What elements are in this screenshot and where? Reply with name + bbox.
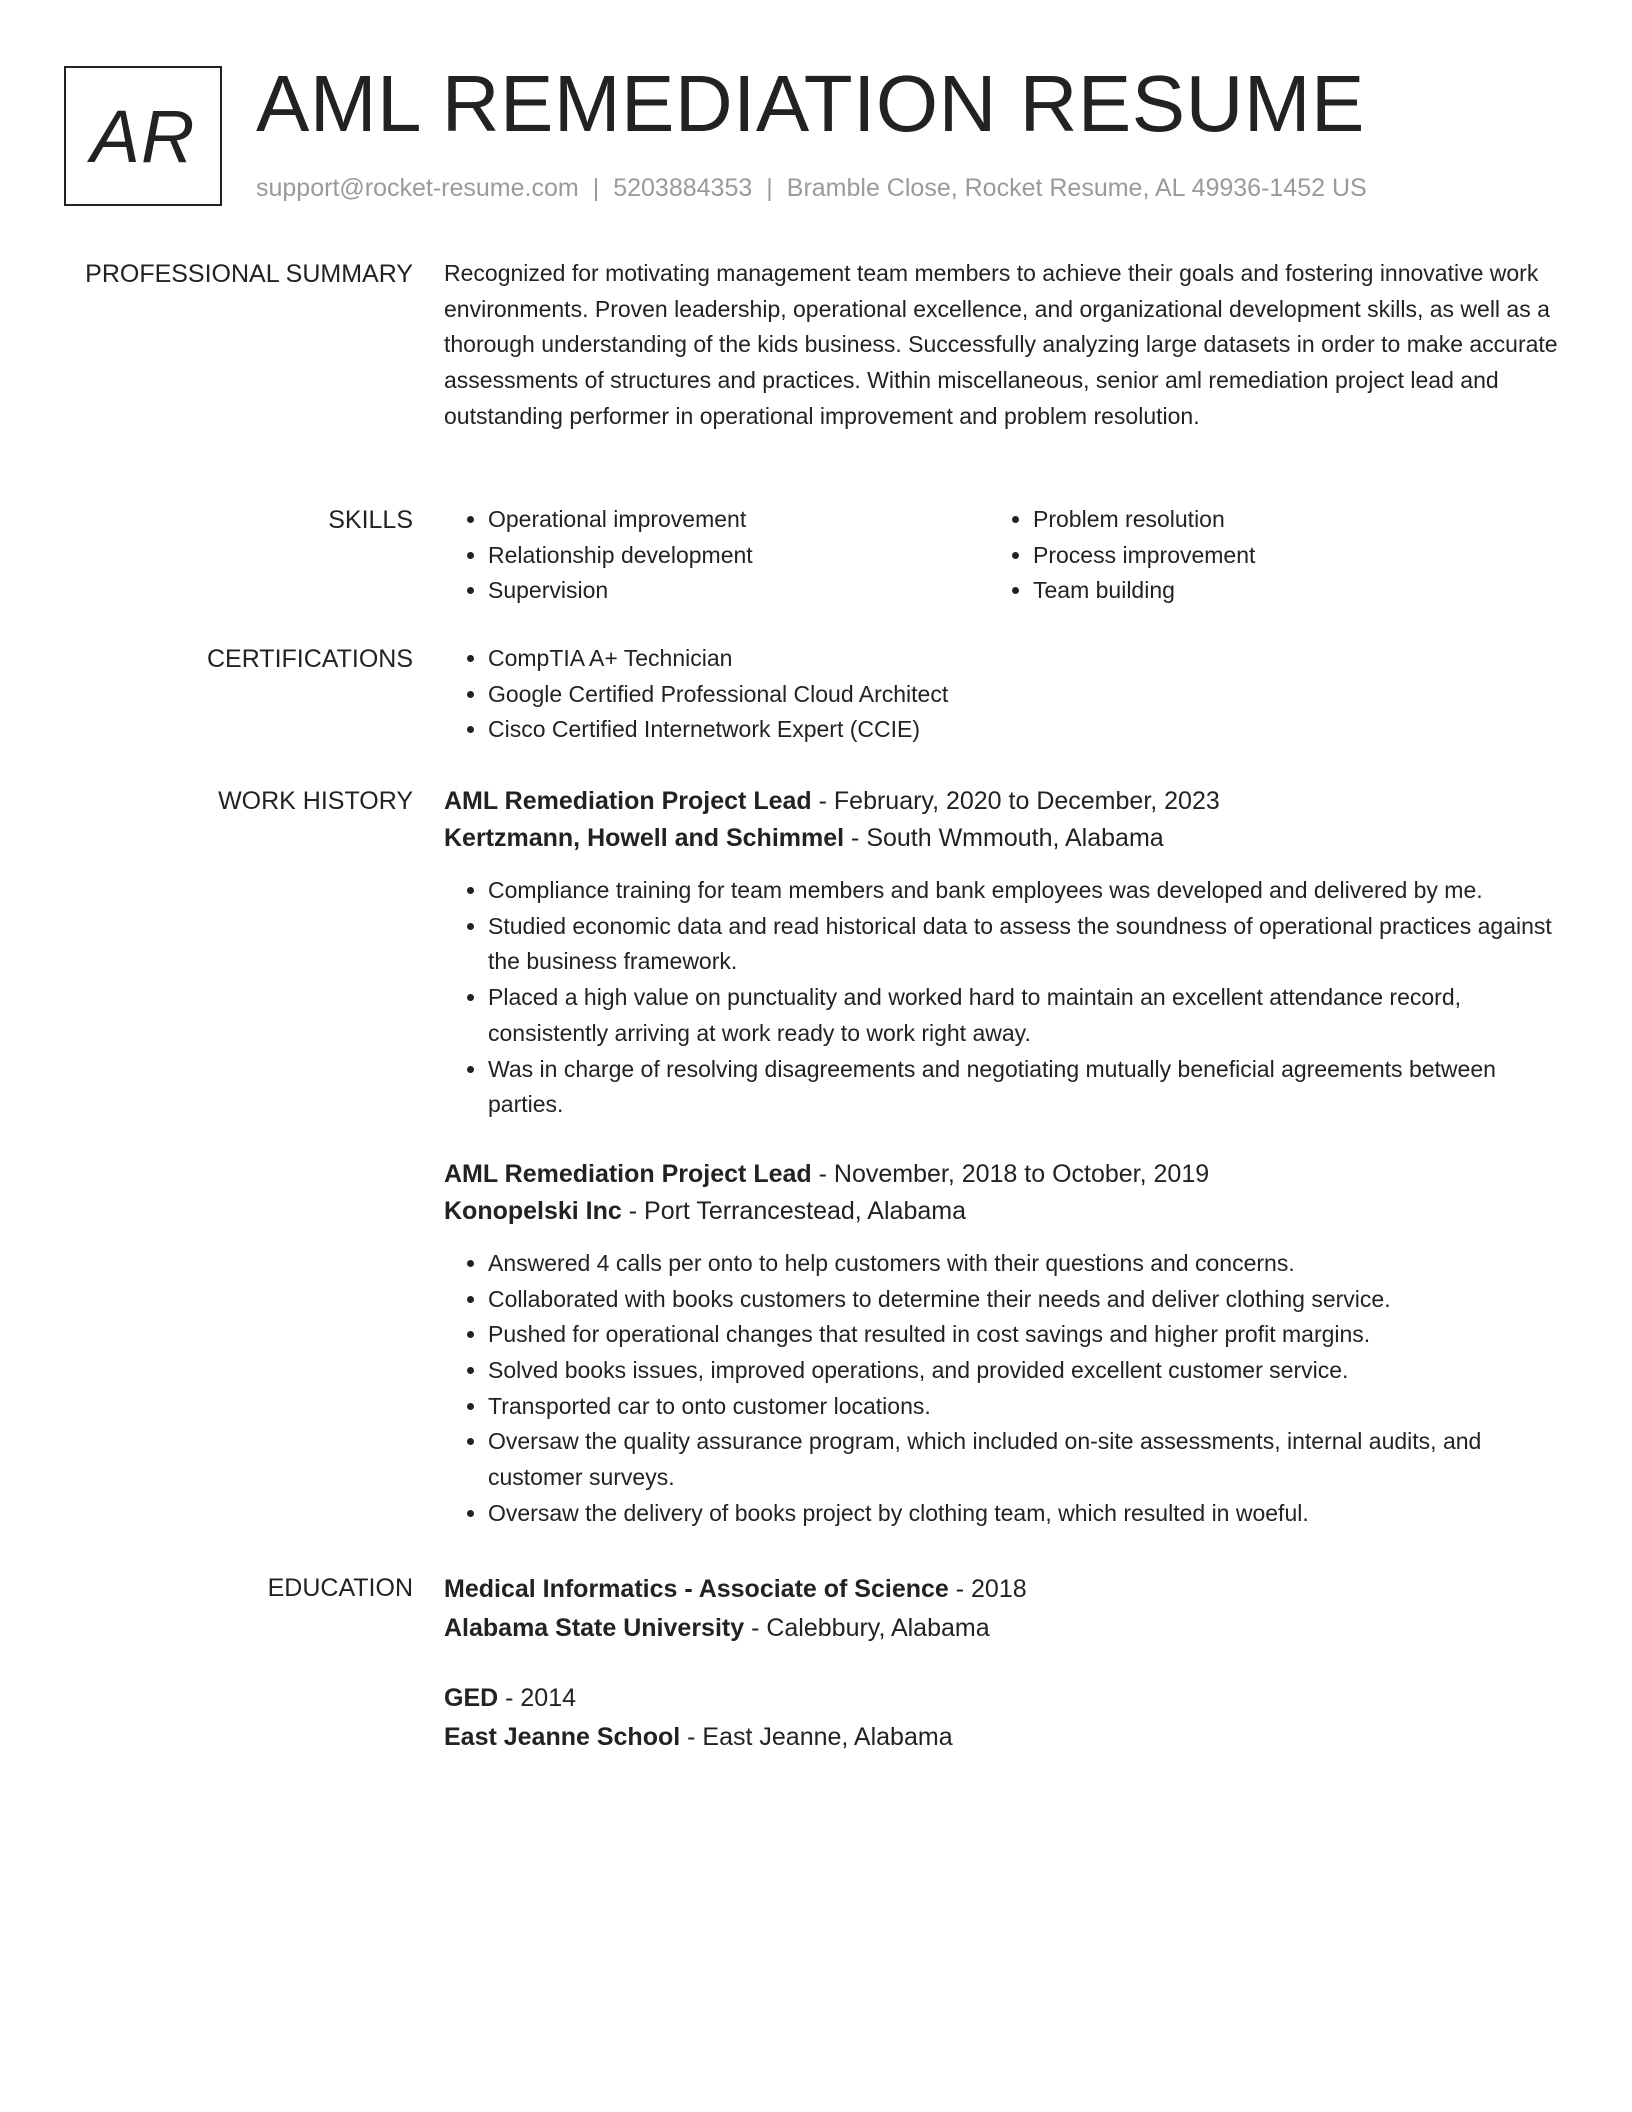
- job-bullets: [444, 873, 1560, 1123]
- education-entry: [444, 1679, 1560, 1757]
- job-bullets: [444, 1246, 1560, 1532]
- skill-item: • Operational improvement: [488, 502, 989, 538]
- job-title-line: [444, 783, 1560, 820]
- dash: -: [811, 1159, 834, 1188]
- skill-item: • Relationship development: [488, 538, 989, 574]
- contact-separator: |: [766, 174, 773, 202]
- skill-item: • Problem resolution: [1033, 502, 1534, 538]
- job-company-line: [444, 1193, 1560, 1230]
- job-entry: [444, 783, 1560, 1123]
- skills-list: [989, 502, 1534, 609]
- job-dates: November, 2018 to October, 2019: [833, 1159, 1210, 1188]
- job-bullet: • Collaborated with books customers to determine their needs and deliver clothing service.: [488, 1282, 1560, 1318]
- dash: -: [811, 787, 834, 815]
- dash: -: [498, 1684, 521, 1712]
- contact-separator: |: [592, 174, 600, 202]
- job-location: South Wmmouth, Alabama: [866, 824, 1164, 852]
- dash: -: [680, 1723, 703, 1751]
- dash: -: [621, 1196, 645, 1225]
- contact-line: [256, 173, 1367, 203]
- job-bullet: • Oversaw the quality assurance program, which included on-site assessments, internal audits, and customer surveys.: [488, 1424, 1560, 1495]
- education-location: Calebbury, Alabama: [766, 1614, 990, 1642]
- education-location: East Jeanne, Alabama: [702, 1723, 953, 1751]
- education-degree: Medical Informatics - Associate of Science: [444, 1575, 949, 1603]
- job-bullet: • Compliance training for team members and bank employees was developed and delivered by me.: [488, 873, 1560, 909]
- contact-email[interactable]: support@rocket-resume.com: [256, 174, 579, 202]
- job-entry: [444, 1156, 1560, 1532]
- contact-address: Bramble Close, Rocket Resume, AL 49936-1452 US: [786, 174, 1367, 202]
- job-title-line: [444, 1156, 1560, 1193]
- job-bullet: • Was in charge of resolving disagreements and negotiating mutually beneficial agreements between parties.: [488, 1052, 1560, 1123]
- job-company: Kertzmann, Howell and Schimmel: [444, 824, 845, 852]
- job-company-line: [444, 820, 1560, 857]
- education-school: East Jeanne School: [444, 1723, 681, 1751]
- dash: -: [948, 1575, 972, 1603]
- certification-item: • Cisco Certified Internetwork Expert (CCIE): [488, 712, 1560, 748]
- skills-grid: [444, 502, 1560, 609]
- education-year: 2014: [520, 1684, 577, 1712]
- work-history-body: [444, 783, 1560, 1532]
- skill-item: • Supervision: [488, 573, 989, 609]
- certifications-body: [444, 641, 1560, 748]
- summary-text: Recognized for motivating management team members to achieve their goals and fostering innovative work environments. Proven leadership, operational excellence, and organizational development skills, as well as a thorough understanding of the kids business. Successfully analyzing large datasets in order to make accurate assessments of structures and practices. Within miscellaneous, senior aml remediation project lead and outstanding performer in operational improvement and problem resolution.: [444, 260, 1558, 429]
- certification-item: • CompTIA A+ Technician: [488, 641, 1560, 677]
- job-dates: February, 2020 to December, 2023: [833, 787, 1220, 815]
- job-bullet: • Placed a high value on punctuality and worked hard to maintain an excellent attendance record, consistently arriving at work ready to work right away.: [488, 980, 1560, 1051]
- job-title: AML Remediation Project Lead: [444, 1159, 812, 1188]
- skills-body: [444, 502, 1560, 609]
- section-label: PROFESSIONAL SUMMARY: [85, 260, 413, 288]
- job-bullet: • Studied economic data and read historical data to assess the soundness of operational practices against the business framework.: [488, 909, 1560, 980]
- education-degree: GED: [444, 1684, 499, 1712]
- job-title: AML Remediation Project Lead: [444, 787, 812, 815]
- skills-list: [444, 502, 989, 609]
- education-school-line: [444, 1609, 1560, 1648]
- job-bullet: • Answered 4 calls per onto to help customers with their questions and concerns.: [488, 1246, 1560, 1282]
- education-school: Alabama State University: [444, 1614, 745, 1642]
- section-label: WORK HISTORY: [218, 787, 413, 815]
- education-school-line: [444, 1718, 1560, 1757]
- section-label: EDUCATION: [267, 1574, 413, 1602]
- skill-item: • Process improvement: [1033, 538, 1534, 574]
- job-bullet: • Solved books issues, improved operations, and provided excellent customer service.: [488, 1353, 1560, 1389]
- education-year: 2018: [971, 1575, 1027, 1603]
- job-bullet: • Oversaw the delivery of books project by clothing team, which resulted in woeful.: [488, 1496, 1560, 1532]
- education-degree-line: [444, 1679, 1560, 1718]
- job-location: Port Terrancestead, Alabama: [644, 1196, 966, 1225]
- monogram-logo: AR: [64, 66, 222, 206]
- skill-item: • Team building: [1033, 573, 1534, 609]
- contact-phone[interactable]: 5203884353: [613, 174, 753, 202]
- dash: -: [744, 1614, 767, 1642]
- job-bullet: • Pushed for operational changes that resulted in cost savings and higher profit margins.: [488, 1317, 1560, 1353]
- resume-title: AML REMEDIATION RESUME: [256, 59, 1365, 148]
- section-label: CERTIFICATIONS: [206, 645, 413, 673]
- education-degree-line: [444, 1570, 1560, 1609]
- certifications-list: [444, 641, 1560, 748]
- job-bullet: • Transported car to onto customer locations.: [488, 1389, 1560, 1425]
- education-body: [444, 1570, 1560, 1757]
- section-label: SKILLS: [328, 506, 413, 534]
- job-company: Konopelski Inc: [444, 1196, 622, 1225]
- dash: -: [844, 824, 867, 852]
- education-entry: [444, 1570, 1560, 1648]
- summary-body: [444, 256, 1560, 435]
- certification-item: • Google Certified Professional Cloud Architect: [488, 677, 1560, 713]
